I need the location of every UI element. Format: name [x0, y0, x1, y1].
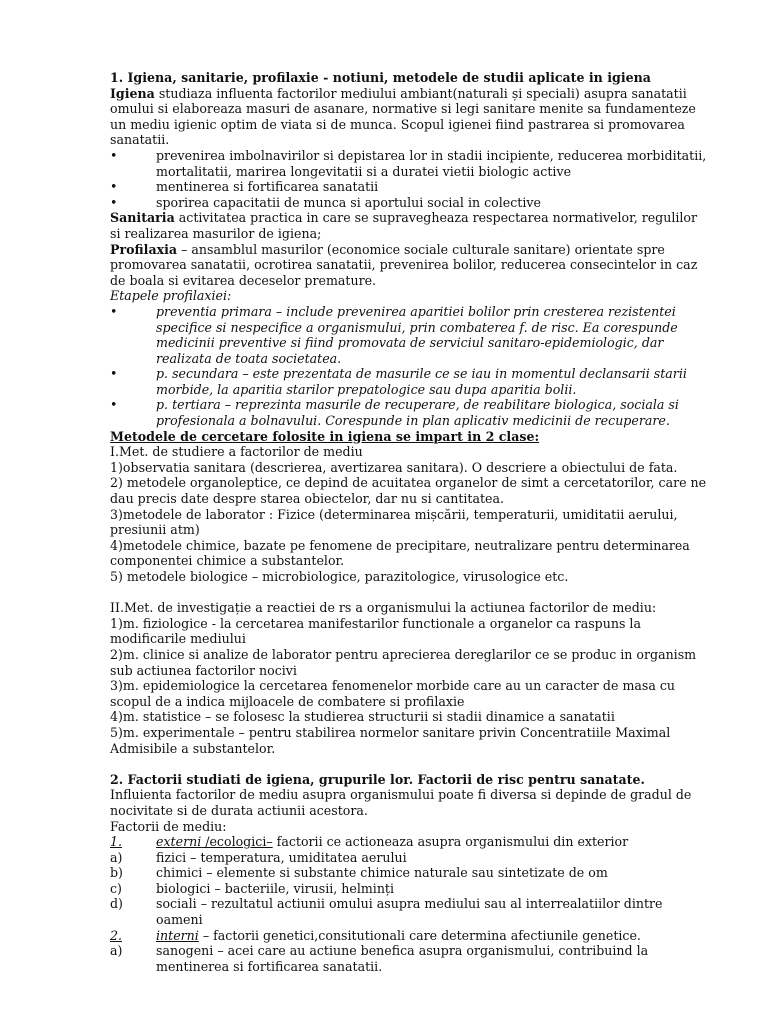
sanitaria-term: Sanitaria: [110, 210, 175, 226]
document-page: [110, 70, 710, 974]
etape-item: [110, 304, 710, 366]
bullet-text: sporirea capacitatii de munca si aportului social in colective: [156, 194, 541, 210]
profilaxia-definition: [110, 242, 710, 289]
bullet-item: [110, 148, 710, 179]
class-1-item: 4)metodele chimice, bazate pe fenomene de precipitare, neutralizare pentru determinarea componentei chimice a substantelor.: [110, 537, 690, 569]
section-2-heading: 2. Factorii studiati de igiena, grupurile lor. Factorii de risc pentru sanatate.: [110, 771, 645, 787]
class-1-item: 3)metodele de laborator : Fizice (determinarea mișcării, temperaturii, umiditatii aerului, presiunii atm): [110, 506, 678, 538]
igiena-term: Igiena: [110, 85, 155, 101]
externi-item: [110, 881, 710, 897]
bullet-item: [110, 195, 710, 211]
section-1-heading: 1. Igiena, sanitarie, profilaxie - notiuni, metodele de studii aplicate in igiena: [110, 70, 651, 85]
item-letter: c): [110, 880, 122, 896]
class-2-title: II.Met. de investigație a reactiei de rs a organismului la actiunea factorilor de mediu:: [110, 600, 657, 616]
interni-label: interni: [156, 927, 199, 943]
bullet-marker: •: [110, 147, 118, 163]
externi-item: [110, 865, 710, 881]
etape-text: p. tertiara – reprezinta masurile de recuperare, de reabilitare biologica, sociala si profesionala a bolnavului. Corespunde in plan aplicativ medicinii de recuperare.: [156, 397, 679, 429]
section-2-intro: Influienta factorilor de mediu asupra organismului poate fi diversa si depinde de gradul de nocivitate si de durata actiunii acestora.: [110, 787, 692, 818]
bullet-marker: •: [110, 194, 118, 210]
factorii-title: Factorii de mediu:: [110, 818, 227, 834]
paragraph-gap: [110, 585, 710, 601]
interni-group-line: [110, 928, 710, 944]
sanitaria-definition-text: activitatea practica in care se supravegheaza respectarea normativelor, regulilor si realizarea masurilor de igiena;: [110, 210, 698, 241]
profilaxia-definition-text: – ansamblul masurilor (economice sociale culturale sanitare) orientate spre promovarea sanatatii, ocrotirea sanatatii, prevenirea bolilor, reducerea consecintelor in caz de boala si evitarea deceselor premature.: [110, 241, 698, 288]
externi-label-suffix: /ecologici–: [201, 834, 273, 850]
class-2-item: 2)m. clinice si analize de laborator pentru aprecierea dereglarilor ce se produc in organism sub actiunea factorilor nocivi: [110, 646, 697, 678]
item-text: biologici – bacteriile, virusii, helminți: [156, 880, 395, 896]
class-1-title: I.Met. de studiere a factorilor de mediu: [110, 444, 363, 460]
sanitaria-definition: [110, 210, 710, 241]
etape-text: p. secundara – este prezentata de masurile ce se iau in momentul declansarii starii morbide, la aparitia starilor prepatologice sau dupa aparitia bolii.: [156, 366, 687, 397]
item-letter: d): [110, 896, 123, 912]
item-text: fizici – temperatura, umiditatea aerului: [156, 849, 407, 865]
externi-group-line: [110, 834, 710, 850]
bullet-text: prevenirea imbolnavirilor si depistarea lor in stadii incipiente, reducerea morbiditatii, mortalitatii, marirea longevitatii si a duratei vietii biologic active: [156, 147, 707, 179]
class-1-item: 1)observatia sanitara (descrierea, avertizarea sanitara). O descriere a obiectului de fata.: [110, 459, 678, 475]
igiena-definition-text: studiaza influenta factorilor mediului ambiant(naturali și speciali) asupra sanatatii omului si elaboreaza masuri de asanare, normative si legi sanitare menite sa fundamenteze un mediu igienic optim de viata si de munca. Scopul igienei fiind pastrarea si promovarea sanatatii.: [110, 85, 696, 148]
bullet-item: [110, 179, 710, 195]
externi-number: 1.: [110, 834, 123, 850]
etape-item: [110, 366, 710, 397]
etape-item: [110, 397, 710, 428]
item-letter: a): [110, 849, 123, 865]
class-1-item: 2) metodele organoleptice, ce depind de acuitatea organelor de simt a cercetatorilor, care ne dau precis date despre starea obiectelor, dar nu si cantitatea.: [110, 475, 707, 507]
externi-item: [110, 850, 710, 866]
profilaxia-term: Profilaxia: [110, 241, 178, 257]
item-text: sociali – rezultatul actiunii omului asupra mediului sau al interrealatiilor dintre oameni: [156, 896, 663, 928]
etape-title: Etapele profilaxiei:: [110, 288, 232, 304]
bullet-marker: •: [110, 366, 118, 382]
etape-text: preventia primara – include prevenirea aparitiei bolilor prin cresterea rezistentei specifice si nespecifice a organismului, prin combaterea f. de risc. Ea corespunde medicinii preventive si fiind promovata de serviciul sanitaro-epidemiologic, dar realizata de toata societatea.: [156, 303, 678, 366]
metode-title: Metodele de cercetare folosite in igiena se impart in 2 clase:: [110, 428, 540, 444]
externi-text: factorii ce actioneaza asupra organismului din exterior: [272, 834, 629, 850]
class-2-item: 1)m. fiziologice - la cercetarea manifestarilor functionale a organelor ca raspuns la modificarile mediului: [110, 615, 641, 647]
item-letter: b): [110, 865, 123, 881]
bullet-marker: •: [110, 303, 118, 319]
item-letter: a): [110, 943, 123, 959]
bullet-text: mentinerea si fortificarea sanatatii: [156, 179, 379, 195]
interni-item: [110, 943, 710, 974]
bullet-marker: •: [110, 179, 118, 195]
item-text: sanogeni – acei care au actiune benefica asupra organismului, contribuind la mentinerea si fortificarea sanatatii.: [156, 943, 649, 974]
externi-label: externi: [156, 834, 202, 850]
paragraph-gap: [110, 756, 710, 772]
class-1-item: 5) metodele biologice – microbiologice, parazitologice, virusologice etc.: [110, 569, 569, 584]
class-2-item: 5)m. experimentale – pentru stabilirea normelor sanitare privin Concentratiile Maximal Admisibile a substantelor.: [110, 724, 671, 756]
bullet-marker: •: [110, 397, 118, 413]
externi-item: [110, 896, 710, 927]
interni-number: 2.: [110, 927, 123, 943]
interni-text: – factorii genetici,consitutionali care determina afectiunile genetice.: [198, 927, 641, 943]
class-2-item: 3)m. epidemiologice la cercetarea fenomenelor morbide care au un caracter de masa cu scopul de a indica mijloacele de combatere si profilaxie: [110, 678, 676, 709]
igiena-definition: [110, 86, 710, 148]
class-2-item: 4)m. statistice – se folosesc la studierea structurii si stadii dinamice a sanatatii: [110, 709, 615, 725]
item-text: chimici – elemente si substante chimice naturale sau sintetizate de om: [156, 865, 608, 881]
